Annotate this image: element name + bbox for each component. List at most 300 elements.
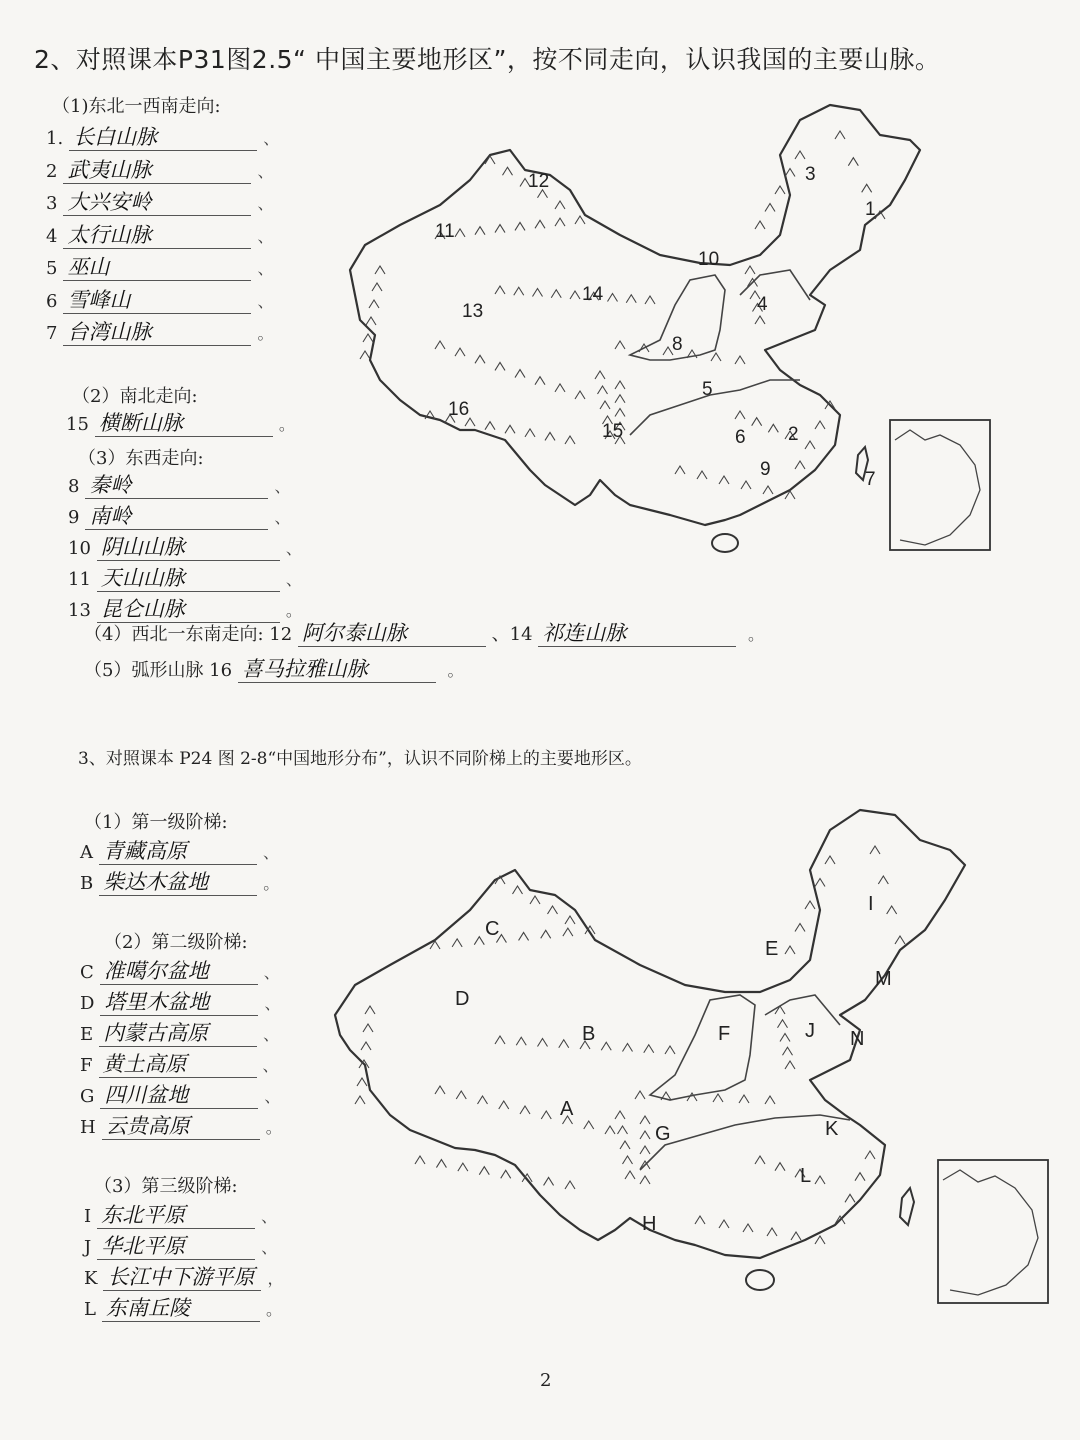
mountain-symbol (455, 348, 465, 356)
step2-answer[interactable]: 塔里木盆地 (100, 989, 258, 1016)
ew-label: 10 (68, 538, 91, 559)
ew-punctuation: 。 (285, 601, 302, 620)
mountain-symbol (768, 424, 778, 432)
hainan-island (712, 534, 738, 552)
mountain-symbol (711, 353, 721, 361)
ew-answer[interactable]: 阴山山脉 (97, 534, 280, 561)
map-label-11: 11 (435, 221, 455, 242)
map-label-4: 4 (757, 294, 768, 315)
mountain-symbol (635, 1091, 645, 1099)
ne-sw-answer[interactable]: 大兴安岭 (63, 189, 251, 216)
step2-row (80, 1082, 280, 1109)
step2-answer[interactable]: 准噶尔盆地 (100, 958, 258, 985)
china-outline (350, 105, 920, 525)
step2-label: H (80, 1117, 96, 1138)
mountain-symbol (623, 1156, 633, 1164)
question-3-title: 3、对照课本 P24 图 2-8“中国地形分布”，认识不同阶梯上的主要地形区。 (78, 749, 642, 769)
china-mountains-map (320, 95, 1000, 565)
step2-label: G (80, 1086, 95, 1107)
step2-punctuation: 、 (263, 963, 280, 982)
mountain-symbol (475, 227, 485, 235)
ne-sw-punctuation: 。 (257, 324, 274, 343)
step3-answer[interactable]: 东南丘陵 (102, 1295, 260, 1322)
mountain-symbol (478, 1096, 488, 1104)
step3-heading: （3）第三级阶梯: (94, 1176, 238, 1197)
mountain-symbol (485, 422, 495, 430)
step1-label: A (80, 842, 93, 863)
ew-row (68, 503, 290, 530)
mountain-symbol (501, 1170, 511, 1178)
mountain-symbol (765, 1096, 775, 1104)
step3-row (84, 1233, 277, 1260)
map-label-M: M (875, 968, 892, 990)
ne-sw-punctuation: 、 (257, 194, 274, 213)
step2-punctuation: 。 (265, 1118, 282, 1137)
step2-row (80, 1020, 279, 1047)
mountain-symbol (735, 356, 745, 364)
nw-se-row (84, 620, 764, 647)
ns-heading: （2）南北走向: (72, 386, 198, 407)
mountain-symbol (363, 334, 373, 342)
mountain-symbol (515, 370, 525, 378)
mountain-symbol (739, 1095, 749, 1103)
mountain-symbol (541, 1111, 551, 1119)
mountain-symbol (372, 283, 382, 291)
terrain-letter-labels (455, 893, 892, 1235)
mountain-symbol (563, 928, 573, 936)
map-label-C: C (485, 918, 500, 940)
mountain-symbol (538, 1039, 548, 1047)
ne-sw-label: 3 (46, 193, 58, 214)
mountain-symbol (513, 886, 523, 894)
mountain-symbol (519, 932, 529, 940)
mountain-symbol (545, 432, 555, 440)
step2-label: C (80, 962, 94, 983)
map-label-B: B (582, 1023, 596, 1045)
mountain-symbol (544, 1177, 554, 1185)
mountain-symbol (735, 411, 745, 419)
step2-row (80, 958, 280, 985)
map-label-K: K (825, 1118, 839, 1140)
step2-label: F (80, 1055, 93, 1076)
ne-sw-row (46, 222, 273, 249)
mountain-symbol (775, 1163, 785, 1171)
map-label-2: 2 (788, 424, 799, 445)
step3-label: J (84, 1237, 92, 1258)
mountain-symbol (644, 1045, 654, 1053)
ew-punctuation: 、 (285, 539, 302, 558)
ne-sw-row (46, 254, 273, 281)
mountain-symbol (778, 1020, 788, 1028)
mountain-symbol (565, 436, 575, 444)
mountain-symbol (741, 481, 751, 489)
map-label-J: J (805, 1020, 815, 1042)
map-label-9: 9 (760, 459, 771, 480)
mountain-symbol (785, 946, 795, 954)
mountain-symbol (514, 287, 524, 295)
arc-prefix: （5）弧形山脉 16 (84, 660, 233, 681)
step1-heading: （1）第一级阶梯: (84, 812, 228, 833)
mountain-symbol (752, 418, 762, 426)
mountain-symbol (848, 158, 858, 166)
mountain-symbol (618, 1126, 628, 1134)
question-2-title: 2、对照课本P31图2.5“ 中国主要地形区”，按不同走向，认识我国的主要山脉。 (34, 45, 941, 74)
step2-heading: （2）第二级阶梯: (104, 932, 248, 953)
ne-sw-label: 7 (46, 323, 58, 344)
ew-answer[interactable]: 秦岭 (85, 472, 268, 499)
step3-punctuation: ， (267, 1269, 284, 1288)
ew-row (68, 565, 302, 592)
step1-answer[interactable]: 青藏高原 (99, 838, 257, 865)
map-label-1: 1 (865, 199, 876, 220)
mountain-symbol (355, 1096, 365, 1104)
ne-sw-punctuation: 、 (263, 129, 280, 148)
ne-sw-punctuation: 、 (257, 291, 274, 311)
map-label-A: A (560, 1098, 574, 1120)
mountain-symbol (548, 906, 558, 914)
ew-answer[interactable]: 昆仑山脉 (97, 596, 280, 623)
mountain-symbol (815, 879, 825, 887)
mountain-symbol (615, 395, 625, 403)
mountain-symbol (530, 896, 540, 904)
map-label-3: 3 (805, 164, 816, 185)
ns-punctuation: 。 (278, 415, 295, 434)
ne-sw-heading: （1)东北一西南走向: (52, 96, 221, 117)
mountain-symbol (765, 204, 775, 212)
ew-row (68, 534, 302, 561)
mountain-symbol (785, 1061, 795, 1069)
nw-se-answer-2[interactable]: 祁连山脉 (538, 620, 736, 647)
mountain-symbol (361, 1042, 371, 1050)
mountain-symbol (495, 286, 505, 294)
mountain-symbol (505, 425, 515, 433)
ne-sw-label: 2 (46, 160, 58, 182)
ns-answer[interactable]: 横断山脉 (95, 410, 273, 437)
map-label-E: E (765, 938, 779, 960)
mountain-symbol (375, 266, 385, 274)
inner-boundaries (630, 270, 810, 435)
step3-punctuation: 。 (265, 1300, 282, 1319)
mountain-symbol (475, 355, 485, 363)
step2-punctuation: 、 (262, 1056, 279, 1075)
map-label-12: 12 (528, 171, 550, 192)
mountain-symbol (763, 486, 773, 494)
ne-sw-answer[interactable]: 台湾山脉 (63, 319, 251, 346)
mountain-symbol (855, 1173, 865, 1181)
mountain-symbol (845, 1194, 855, 1202)
mountain-symbol (559, 1040, 569, 1048)
step3-label: L (84, 1299, 96, 1320)
mountain-symbol (535, 220, 545, 228)
mountain-symbol (815, 421, 825, 429)
step1-label: B (80, 873, 94, 894)
step2-row (80, 1113, 282, 1140)
mountain-symbol (865, 1151, 875, 1159)
mountain-symbol (615, 1111, 625, 1119)
south-china-sea-inset (890, 420, 990, 550)
step2-row (80, 989, 280, 1016)
mountain-symbol (541, 930, 551, 938)
map-label-15: 15 (602, 421, 624, 442)
mountain-symbol (665, 1046, 675, 1054)
map-label-N: N (850, 1028, 865, 1050)
map-label-10: 10 (698, 249, 720, 270)
mountain-symbol (456, 1091, 466, 1099)
mountain-symbol (515, 222, 525, 230)
mountain-symbol (805, 441, 815, 449)
mountain-symbol (452, 939, 462, 947)
mountain-symbol (495, 1036, 505, 1044)
arc-end: 。 (447, 661, 464, 680)
nw-se-prefix: （4）西北一东南走向: 12 (84, 624, 293, 645)
step1-answer[interactable]: 柴达木盆地 (99, 869, 257, 896)
ne-sw-label: 5 (46, 258, 58, 279)
ne-sw-row (46, 287, 273, 314)
ne-sw-punctuation: 、 (257, 226, 274, 246)
mountain-symbol (598, 386, 608, 394)
step3-label: K (84, 1268, 98, 1289)
mountain-symbols (355, 846, 905, 1244)
ne-sw-row (46, 124, 279, 151)
step3-answer[interactable]: 长江中下游平原 (103, 1264, 261, 1291)
mountain-symbol (495, 225, 505, 233)
mountain-symbol (785, 169, 795, 177)
mountain-symbol (695, 1216, 705, 1224)
step1-row (80, 838, 279, 865)
step2-punctuation: 、 (264, 1087, 281, 1106)
ne-sw-answer[interactable]: 太行山脉 (63, 222, 251, 249)
mountain-symbol (755, 1156, 765, 1164)
ew-punctuation: 、 (285, 570, 302, 589)
mountain-symbol (533, 289, 543, 297)
map-label-8: 8 (672, 334, 683, 355)
ne-sw-punctuation: 、 (257, 259, 274, 278)
mountain-symbol (458, 1163, 468, 1171)
mountain-symbol (605, 1126, 615, 1134)
mountain-symbol (366, 317, 376, 325)
mountain-symbol (767, 1228, 777, 1236)
mountain-symbol (755, 221, 765, 229)
mountain-symbol (503, 167, 513, 175)
mountain-symbol (791, 1232, 801, 1240)
mountain-symbol (570, 291, 580, 299)
mountain-symbol (815, 1236, 825, 1244)
step2-answer[interactable]: 黄土高原 (99, 1051, 257, 1078)
mountain-symbol (357, 1078, 367, 1086)
mountain-symbol (743, 1224, 753, 1232)
mountain-symbol (520, 1106, 530, 1114)
mountain-symbol (615, 341, 625, 349)
mountain-symbol (775, 186, 785, 194)
ew-punctuation: 、 (274, 508, 291, 527)
mountain-symbol (645, 296, 655, 304)
mountain-symbol (805, 901, 815, 909)
step2-label: E (80, 1024, 94, 1045)
step1-punctuation: 、 (263, 843, 280, 862)
step3-row (84, 1264, 283, 1291)
nw-se-answer-1[interactable]: 阿尔泰山脉 (298, 620, 486, 647)
mountain-symbol (455, 229, 465, 237)
mountain-symbol (878, 876, 888, 884)
mountain-symbol (565, 1181, 575, 1189)
mountain-symbol (640, 1176, 650, 1184)
ew-punctuation: 、 (274, 477, 291, 496)
mountain-symbol (783, 1047, 793, 1055)
mountain-symbol (495, 362, 505, 370)
mountain-symbol (499, 1101, 509, 1109)
mountain-symbol (795, 924, 805, 932)
ew-answer[interactable]: 天山山脉 (97, 565, 280, 592)
mountain-symbol (516, 1037, 526, 1045)
mountain-symbol (626, 295, 636, 303)
map-label-F: F (718, 1023, 731, 1045)
mountain-symbol (600, 401, 610, 409)
ne-sw-answer[interactable]: 武夷山脉 (63, 157, 251, 184)
ne-sw-punctuation: 、 (257, 161, 274, 181)
mountain-symbol (640, 1116, 650, 1124)
mountain-symbol (608, 294, 618, 302)
mountain-symbol (615, 409, 625, 417)
step3-answer[interactable]: 华北平原 (97, 1233, 255, 1260)
step3-row (84, 1295, 282, 1322)
south-china-sea-inset (938, 1160, 1048, 1303)
nw-se-end: 。 (748, 625, 765, 644)
mountain-symbol (719, 476, 729, 484)
step2-answer[interactable]: 云贵高原 (102, 1113, 260, 1140)
mountain-symbol (535, 377, 545, 385)
mountain-symbols (360, 131, 885, 499)
step3-label: I (84, 1206, 92, 1227)
ns-label: 15 (66, 414, 89, 435)
map-label-L: L (800, 1165, 812, 1187)
map-label-I: I (868, 893, 874, 915)
mountain-symbol (525, 429, 535, 437)
ew-row (68, 596, 302, 623)
arc-row (84, 656, 464, 683)
ne-sw-answer[interactable]: 长白山脉 (69, 124, 257, 151)
ne-sw-row (46, 319, 273, 346)
ew-label: 9 (68, 507, 80, 528)
step2-answer[interactable]: 四川盆地 (100, 1082, 258, 1109)
mountain-symbol (565, 916, 575, 924)
ew-heading: （3）东西走向: (78, 448, 204, 469)
step2-row (80, 1051, 279, 1078)
mountain-symbol (640, 1146, 650, 1154)
mountain-symbol (435, 341, 445, 349)
map-label-6: 6 (735, 427, 746, 448)
map-label-D: D (455, 988, 470, 1010)
mountain-symbol (363, 1024, 373, 1032)
mountain-symbol (697, 471, 707, 479)
ne-sw-row (46, 157, 273, 184)
ne-sw-row (46, 189, 273, 216)
mountain-symbol (595, 371, 605, 379)
step2-label: D (80, 993, 95, 1014)
mountain-symbol (895, 936, 905, 944)
mountain-symbol (435, 1086, 445, 1094)
ne-sw-label: 4 (46, 225, 58, 247)
mountain-symbol (755, 316, 765, 324)
step1-punctuation: 。 (263, 874, 280, 893)
mountain-symbol (640, 1131, 650, 1139)
mountain-symbol (436, 1160, 446, 1168)
mountain-symbol (675, 466, 685, 474)
step3-punctuation: 、 (261, 1207, 278, 1226)
ne-sw-label: 6 (46, 290, 58, 312)
mountain-symbol (479, 1167, 489, 1175)
mountain-symbol (360, 351, 370, 359)
ew-answer[interactable]: 南岭 (85, 503, 268, 530)
arc-answer[interactable]: 喜马拉雅山脉 (238, 656, 436, 683)
mountain-symbol (474, 937, 484, 945)
mountain-symbol (623, 1044, 633, 1052)
hainan-island (746, 1270, 774, 1290)
step1-row (80, 869, 279, 896)
mountain-symbol (745, 266, 755, 274)
ew-label: 8 (68, 476, 80, 497)
mountain-symbol (369, 300, 379, 308)
china-outline (335, 810, 965, 1258)
map-label-G: G (655, 1123, 671, 1145)
mountain-symbol (365, 1006, 375, 1014)
step3-row (84, 1202, 277, 1229)
map-label-13: 13 (462, 301, 484, 322)
step2-punctuation: 、 (264, 994, 281, 1013)
mountain-symbol (719, 1220, 729, 1228)
mountain-symbol (555, 384, 565, 392)
mountain-symbol (601, 1042, 611, 1050)
mountain-symbol (620, 1141, 630, 1149)
map-label-H: H (642, 1213, 657, 1235)
mountain-symbol (575, 216, 585, 224)
ew-label: 11 (68, 569, 91, 590)
mountain-symbol (415, 1156, 425, 1164)
ne-sw-answer[interactable]: 巫山 (63, 254, 251, 281)
mountain-symbol (551, 290, 561, 298)
mountain-symbol (795, 461, 805, 469)
map-label-14: 14 (582, 284, 604, 305)
mountain-symbol (625, 1171, 635, 1179)
mountain-symbol (713, 1094, 723, 1102)
mountain-symbol (555, 218, 565, 226)
mountain-symbol (795, 151, 805, 159)
nw-se-mid: 、14 (491, 624, 533, 645)
mountain-symbol (835, 131, 845, 139)
mountain-symbol (780, 1034, 790, 1042)
step2-answer[interactable]: 内蒙古高原 (99, 1020, 257, 1047)
mountain-symbol (555, 201, 565, 209)
mountain-symbol (615, 381, 625, 389)
mountain-symbol (815, 1176, 825, 1184)
mountain-symbol (870, 846, 880, 854)
taiwan-island (900, 1188, 914, 1225)
map-label-16: 16 (448, 399, 470, 420)
ne-sw-label: 1. (46, 128, 64, 149)
step2-punctuation: 、 (263, 1025, 280, 1044)
china-terrain-map (320, 800, 1060, 1310)
ne-sw-answer[interactable]: 雪峰山 (63, 287, 251, 314)
mountain-symbol (575, 391, 585, 399)
step3-punctuation: 、 (261, 1238, 278, 1257)
mountain-symbol (825, 856, 835, 864)
ew-label: 13 (68, 600, 91, 621)
step3-answer[interactable]: 东北平原 (97, 1202, 255, 1229)
ns-row (66, 410, 295, 437)
inner-boundaries (640, 995, 850, 1170)
map-label-5: 5 (702, 379, 713, 400)
map-label-7: 7 (865, 469, 876, 490)
ew-row (68, 472, 290, 499)
